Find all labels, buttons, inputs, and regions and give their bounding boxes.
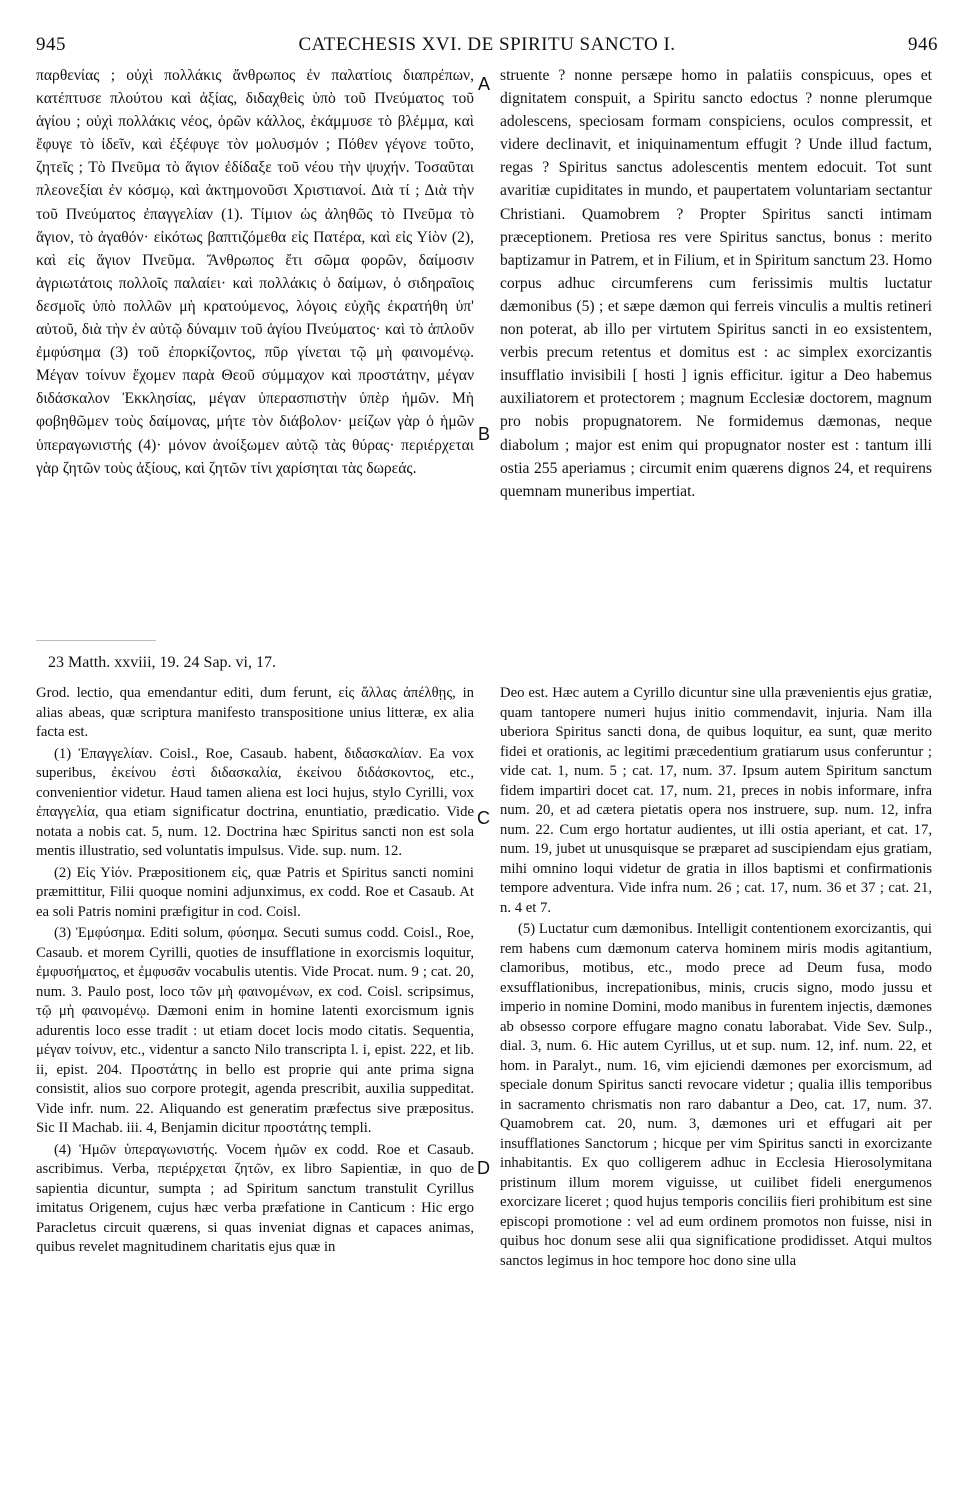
- running-title: CATECHESIS XVI. DE SPIRITU SANCTO I.: [298, 34, 676, 55]
- notes-right-column: [500, 684, 932, 1490]
- latin-text-column: struente ? nonne persæpe homo in palatiis conspicuus, opes et dignitatem conspuit, a Spiritu sancto edoctus ? nonne plerumque adolescens, speciosam formam conspiciens, oculos compressit, et videre declinavit, et iniquinamentum effugit ? Unde illud factum, regas ? Spiritus sanctus adolescentis mentem edocuit. Tot sunt avaritiæ cupiditates in mundo, et paupertatem voluntariam sectantur Christiani. Quamobrem ? Propter Spiritus sancti intimam præceptionem. Pretiosa res vere Spiritus sanctus, bonus : merito baptizamur in Patrem, et in Filium, et in Spiritum sanctum 23. Homo corpus adhuc circumferens cum ferissimis multis luctatur dæmonibus (5) ; et sæpe dæmon qui ferreis vinculis a multis retineri non poterat, ab illo per virtutem Spiritus sancti in eo exsistentem, verbis precum retentus et domitus est : ac simplex exorcizantis insufflatio invisibili [ hosti ] ignis efficitur. igitur a Deo habemus auxiliatorem et protectorem ; magnum Ecclesiæ doctorem, magnum pro nobis propugnatorem. Ne formidemus dæmonas, neque diabolum ; major est enim qui propugnator noster est : tantum illi ostia 255 aperiamus ; circumit enim quærens dignos 24, et requirens quemnam muneribus impertiat.: [500, 67, 932, 500]
- page-header: [36, 34, 938, 60]
- greek-text-column: παρθενίας ; οὐχὶ πολλάκις ἄνθρωπος ἐν παλατίοις διαπρέπων, κατέπτυσε πλούτου καὶ ἀξίας, διδαχθεὶς ὑπὸ τοῦ Πνεύματος τοῦ ἁγίου ; οὐχὶ πολλάκις νέος, ὁρῶν κάλλος, ἐκάμμυσε τὸ βλέμμα, καὶ ἔφυγε τὸ ἰδεῖν, καὶ ἐξέφυγε τὸν μολυσμόν ; Πόθεν γέγονε τοῦτο, ζητεῖς ; Τὸ Πνεῦμα τὸ ἅγιον ἐδίδαξε τοῦ νέου τὴν ψυχήν. Τοσαῦται πλεονεξίαι ἐν κόσμῳ, καὶ ἀκτημονοῦσι Χριστιανοί. Διὰ τί ; Διὰ τὴν τοῦ Πνεύματος ἐπαγγελίαν (1). Τίμιον ὡς ἀληθῶς τὸ Πνεῦμα τὸ ἅγιον, τὸ ἀγαθόν· εἰκότως βαπτιζόμεθα εἰς Πατέρα, καὶ εἰς Υἱὸν (2), καὶ εἰς ἅγιον Πνεῦμα. Ἄνθρωπος ἔτι σῶμα φορῶν, δαίμοσιν ἀγριωτάτοις πολλοῖς παλαίει· καὶ πολλάκις ὁ δαίμων, ὁ σιδηραῖοις δεσμοῖς ὑπὸ πολλῶν μὴ κρατούμενος, λόγοις εὐχῆς ἐκρατήθη ὑπ' αὐτοῦ, διὰ τὴν ἐν αὐτῷ δύναμιν τοῦ ἁγίου Πνεύματος· καὶ τὸ ἁπλοῦν ἐμφύσημα (3) τοῦ ἐπορκίζοντος, πῦρ γίνεται τῷ μὴ φαινομένῳ. Μέγαν τοίνυν ἔχομεν παρὰ Θεοῦ σύμμαχον καὶ προστάτην, μέγαν διδάσκαλον Ἐκκλησίας, μέγαν ὑπερασπιστὴν ὑπὲρ ἡμῶν. Μὴ φοβηθῶμεν τοὺς δαίμονας, μήτε τὸν διάβολον· μείζων γὰρ ὁ ἡμῶν ὑπεραγωνιστής (4)· μόνον ἀνοίξωμεν αὐτῷ τὰς θύρας· περιέρχεται γὰρ ζητῶν τοὺς ἀξίους, καὶ ζητῶν τίνι χαρίσηται τὰς δωρεάς.: [36, 67, 474, 477]
- section-marker-b: B: [478, 424, 491, 444]
- left-page-number: 945: [36, 34, 66, 55]
- section-marker-a: A: [478, 74, 491, 94]
- section-marker-c: C: [477, 808, 490, 828]
- note-paragraph: Deo est. Hæc autem a Cyrillo dicuntur sine ulla prævenientis ejus gratiæ, quam tantopere numeri hujus initio commendavit, injuria. Nam illa uberiora Spiritus sancti dona, de quibus loquitur, ea sunt, quæ merito fidei et orationis, ac legitimi præcedentium gratiarum usus conferuntur ; vide cat. 1, num. 5 ; cat. 17, num. 37. Ipsum autem Spiritum sanctum fidem impartiri docet cat. 17, num. 21, preces in nobis informare, infra num. 20, et ad cætera pietatis opera nos instruere, sup. num. 12, infra num. 22. Cum ergo hortatur audientes, ut illi ostia aperiant, et cat. 17, num. 19, jubet ut unusquisque se præparet ad suscipiendam ejus gratiam, mihi omnino loqui videtur de gratia in illos baptismi et confirmationis tempore adventura. Vide infra num. 26 ; cat. 17, num. 36 et 37 ; cat. 21, n. 4 et 7.: [500, 685, 932, 916]
- note-paragraph: (5) Luctatur cum dæmonibus. Intelligit contentionem exorcizantis, qui rem habens cum dæmonum caterva hominem miris modis agitantium, clamoribus, motibus, etc., modo prece ad Deum fusa, modo exsufflationibus, increpationibus, minis, crucis signo, modo jussu et imperio in nomine Domini, modo manibus in furentem injectis, dæmones ab obsesso corpore effugare magno conatu laborabat. Vide Sev. Sulp., dial. 3, num. 6. Hic autem Cyrillus, ut et sup. num. 12, inf. num. 22, et hom. in Paralyt., num. 16, vim ejiciendi dæmones per exorcismum, ad speciale donum Spiritus sancti revocare videtur ; qualia illis temporibus in sacramento chrismatis non raro dabantur a Deo, cat. 17, num. 37. Quamobrem cat. 20, num. 3, dæmones uri et effugari ait per insufflationes Sanctorum ; hicque per vim Spiritus sancti in exorcizante inhabitantis. Ex quo colligerem adhuc in Ecclesia Hierosolymitana pristinum illum morem viguisse, ut cuilibet fideli energumenos exorcizare liceret ; quod hujus temporis conciliis fieri prohibitum est sine episcopi promotione : vel ad eum ordinem promotos non fuisse, nisi in quibus hoc donum sese alii qua significatione prodidisset. Atqui multos sanctos legimus in hoc tempore hoc dono sine ulla: [500, 921, 932, 1269]
- note-paragraph: (3) Ἐμφύσημα. Editi solum, φύσημα. Secuti sumus codd. Coisl., Roe, Casaub. et morem Cyrilli, quoties de insufflatione in exorcismis loquitur, ἐμφυσήματος, et ἐμφυσᾶν vocabulis utentis. Vide Procat. num. 9 ; cat. 20, num. 3. Paulo post, loco τῶν μὴ φαινομένων, ex cod. Coisl. scripsimus, τῷ μὴ φαινομένῳ. Dæmoni enim in homine latenti exorcismum ignis adurentis loco esse tradit : ut etiam docet locis modo citatis. Sequentia, μέγαν τοίνυν, etc., videntur a sancto Nilo transcripta l. i, epist. 222, et lib. ii, epist. 204. Προστάτης in bello est proprie qui ante prima signa consistit, alios suo corpore protegit, agenda prescribit, auxilia suppeditat. Vide infr. num. 22. Aliquando est generatim præfectus sive præpositus. Sic II Machab. iii. 4, Benjamin dicitur προστάτης templi.: [36, 925, 474, 1136]
- section-marker-d: D: [477, 1158, 490, 1178]
- right-page-number: 946: [908, 34, 938, 55]
- note-paragraph: Grod. lectio, qua emendantur editi, dum ferunt, εἰς ἄλλας ἀπέλθῃς, in alias abeas, quæ scriptura manifesto transpositione unius litteræ, ex alia facta est.: [36, 685, 474, 740]
- note-paragraph: (4) Ἡμῶν ὑπεραγωνιστής. Vocem ἡμῶν ex codd. Roe et Casaub. ascribimus. Verba, περιέρχεται ζητῶν, ex libro Sapientiæ, in quo de sapientia dicuntur, sumpta ; ad Spiritum sanctum transtulit Cyrillus imitatus Origenem, cujus hæc verba præfatione in Canticum : Hic ergo Paracletus circuit quærens, si quas inveniat dignas et capaces animas, quibus revelet magnitudinem charitatis ejus quæ in: [36, 1141, 474, 1255]
- notes-left-column: [36, 684, 474, 1490]
- footnote-separator: [36, 640, 156, 641]
- note-paragraph: (2) Εἰς Υἱόν. Præpositionem εἰς, quæ Patris et Spiritus sancti nomini præmittitur, Filii quoque nomini adjunximus, ex codd. Roe et Casaub. At ea soli Patris nomini præfigitur in cod. Coisl.: [36, 864, 474, 920]
- scripture-references: 23 Matth. xxviii, 19. 24 Sap. vi, 17.: [48, 654, 276, 671]
- note-paragraph: (1) Ἐπαγγελίαν. Coisl., Roe, Casaub. habent, διδασκαλίαν. Ea vox superibus, ἐκείνου ἐστὶ διδασκαλία, ἐκείνου διδάσκοντος, etc., convenientior videtur. Haud tamen aliena est loci hujus, stylo Cyrilli, vox ἐπαγγελία, qua etiam significatur doctrina, enuntiatio, prædicatio. Vide notata a nobis cat. 5, num. 12. Doctrina hæc Spiritus sancti non est sola mentis illustratio, sed voluntatis impulsus. Vide. sup. num. 12.: [36, 745, 474, 859]
